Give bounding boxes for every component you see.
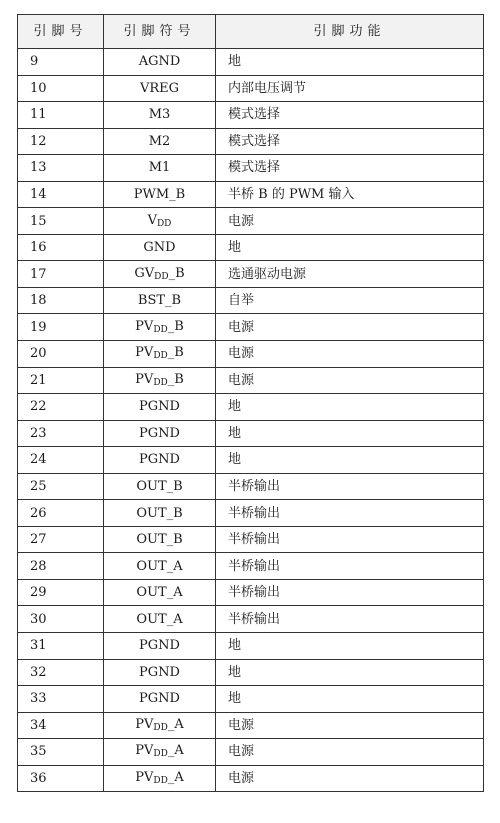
- pin-function-cell: 地: [216, 234, 484, 261]
- pin-number-cell: 19: [18, 314, 104, 341]
- table-row: [18, 500, 484, 527]
- pin-symbol-suffix: _A: [167, 716, 184, 732]
- pin-symbol-prefix: PV: [135, 371, 154, 387]
- pin-symbol-prefix: PV: [135, 318, 154, 334]
- pin-symbol-cell: OUT_A: [104, 606, 216, 633]
- pin-function-cell: 半桥输出: [216, 526, 484, 553]
- pin-function-cell: 电源: [216, 739, 484, 766]
- pin-function-cell: 半桥输出: [216, 553, 484, 580]
- pin-function-cell: 电源: [216, 712, 484, 739]
- pin-number-cell: 15: [18, 208, 104, 235]
- pin-symbol-suffix: _B: [167, 371, 184, 387]
- table-row: [18, 633, 484, 660]
- table-row: [18, 155, 484, 182]
- pin-symbol-cell: PGND: [104, 659, 216, 686]
- pin-function-cell: 模式选择: [216, 102, 484, 129]
- pin-function-cell: 半桥 B 的 PWM 输入: [216, 181, 484, 208]
- table-row: [18, 765, 484, 792]
- pin-number-cell: 10: [18, 75, 104, 102]
- pin-number-cell: 25: [18, 473, 104, 500]
- pin-symbol-cell: [104, 208, 216, 235]
- pin-function-cell: 电源: [216, 341, 484, 368]
- pin-symbol-cell: GND: [104, 234, 216, 261]
- pin-function-cell: 半桥输出: [216, 473, 484, 500]
- table-row: [18, 181, 484, 208]
- pin-number-cell: 9: [18, 49, 104, 76]
- pin-function-cell: 地: [216, 686, 484, 713]
- pin-function-cell: 模式选择: [216, 155, 484, 182]
- pin-number-cell: 20: [18, 341, 104, 368]
- pin-symbol-cell: OUT_A: [104, 579, 216, 606]
- pin-symbol-cell: M1: [104, 155, 216, 182]
- pin-symbol-subscript: DD: [154, 271, 169, 282]
- table-row: [18, 659, 484, 686]
- pin-symbol-cell: [104, 765, 216, 792]
- pin-symbol-cell: M2: [104, 128, 216, 155]
- pin-function-cell: 半桥输出: [216, 579, 484, 606]
- pin-number-cell: 12: [18, 128, 104, 155]
- table-row: [18, 128, 484, 155]
- table-row: [18, 234, 484, 261]
- pin-symbol-suffix: _B: [167, 345, 184, 361]
- pin-number-cell: 36: [18, 765, 104, 792]
- pin-function-cell: 半桥输出: [216, 606, 484, 633]
- pin-symbol-cell: [104, 367, 216, 394]
- table-row: [18, 341, 484, 368]
- pin-symbol-cell: [104, 314, 216, 341]
- pin-symbol-cell: PGND: [104, 686, 216, 713]
- pin-symbol-cell: PGND: [104, 447, 216, 474]
- pin-number-cell: 28: [18, 553, 104, 580]
- table-row: [18, 420, 484, 447]
- pin-symbol-suffix: _B: [168, 265, 185, 281]
- pin-symbol-subscript: DD: [156, 218, 172, 229]
- table-row: [18, 553, 484, 580]
- pin-symbol-subscript: DD: [153, 377, 168, 388]
- pin-number-cell: 21: [18, 367, 104, 394]
- pin-symbol-cell: PWM_B: [104, 181, 216, 208]
- table-row: [18, 49, 484, 76]
- pin-symbol-suffix: _B: [167, 318, 184, 334]
- pin-symbol-cell: PGND: [104, 420, 216, 447]
- pin-symbol-cell: OUT_B: [104, 526, 216, 553]
- pin-number-cell: 11: [18, 102, 104, 129]
- pin-symbol-cell: [104, 712, 216, 739]
- pin-number-cell: 35: [18, 739, 104, 766]
- pin-symbol-cell: PGND: [104, 633, 216, 660]
- table-row: [18, 367, 484, 394]
- pin-function-cell: 地: [216, 49, 484, 76]
- pin-symbol-cell: [104, 341, 216, 368]
- pin-number-cell: 30: [18, 606, 104, 633]
- pin-symbol-prefix: PV: [135, 743, 154, 759]
- pin-function-table: [17, 14, 484, 792]
- pin-function-cell: 地: [216, 447, 484, 474]
- pin-number-cell: 33: [18, 686, 104, 713]
- header-pin-number: 引脚号: [18, 15, 104, 49]
- header-pin-symbol: 引脚符号: [104, 15, 216, 49]
- table-row: [18, 579, 484, 606]
- pin-function-cell: 地: [216, 420, 484, 447]
- pin-symbol-cell: [104, 261, 216, 288]
- pin-symbol-cell: PGND: [104, 394, 216, 421]
- table-row: [18, 208, 484, 235]
- pin-number-cell: 31: [18, 633, 104, 660]
- table-row: [18, 394, 484, 421]
- pin-symbol-prefix: PV: [135, 716, 154, 732]
- table-row: [18, 606, 484, 633]
- pin-function-cell: 电源: [216, 208, 484, 235]
- pin-function-cell: 电源: [216, 314, 484, 341]
- pin-function-cell: 自举: [216, 287, 484, 314]
- pin-symbol-prefix: GV: [134, 265, 155, 281]
- pin-number-cell: 13: [18, 155, 104, 182]
- pin-number-cell: 26: [18, 500, 104, 527]
- table-row: [18, 102, 484, 129]
- pin-number-cell: 17: [18, 261, 104, 288]
- pin-symbol-cell: OUT_B: [104, 473, 216, 500]
- pin-number-cell: 23: [18, 420, 104, 447]
- pin-number-cell: 14: [18, 181, 104, 208]
- pin-symbol-subscript: DD: [153, 351, 168, 362]
- header-pin-function: 引脚功能: [216, 15, 484, 49]
- table-header-row: [18, 15, 484, 49]
- pin-number-cell: 18: [18, 287, 104, 314]
- pin-symbol-suffix: _A: [167, 770, 184, 786]
- pin-symbol-cell: AGND: [104, 49, 216, 76]
- table-row: [18, 473, 484, 500]
- pin-number-cell: 29: [18, 579, 104, 606]
- table-row: [18, 712, 484, 739]
- pin-symbol-suffix: _A: [167, 743, 184, 759]
- pin-function-cell: 选通驱动电源: [216, 261, 484, 288]
- pin-function-cell: 模式选择: [216, 128, 484, 155]
- pin-function-cell: 地: [216, 394, 484, 421]
- pin-number-cell: 32: [18, 659, 104, 686]
- pin-symbol-prefix: PV: [135, 770, 154, 786]
- table-row: [18, 526, 484, 553]
- table-row: [18, 686, 484, 713]
- table-row: [18, 739, 484, 766]
- pin-symbol-cell: [104, 739, 216, 766]
- pin-number-cell: 34: [18, 712, 104, 739]
- pin-symbol-subscript: DD: [153, 776, 168, 787]
- pin-symbol-cell: OUT_A: [104, 553, 216, 580]
- pin-symbol-subscript: DD: [153, 749, 168, 760]
- pin-function-cell: 地: [216, 633, 484, 660]
- pin-symbol-subscript: DD: [153, 324, 168, 335]
- pin-symbol-cell: BST_B: [104, 287, 216, 314]
- pin-symbol-cell: OUT_B: [104, 500, 216, 527]
- pin-symbol-prefix: PV: [135, 345, 154, 361]
- pin-function-cell: 地: [216, 659, 484, 686]
- pin-function-cell: 半桥输出: [216, 500, 484, 527]
- pin-number-cell: 24: [18, 447, 104, 474]
- table-body: [18, 49, 484, 792]
- table-row: [18, 447, 484, 474]
- table-row: [18, 261, 484, 288]
- pin-symbol-cell: M3: [104, 102, 216, 129]
- pin-symbol-subscript: DD: [153, 722, 168, 733]
- table-row: [18, 287, 484, 314]
- table-row: [18, 314, 484, 341]
- pin-function-cell: 内部电压调节: [216, 75, 484, 102]
- table-row: [18, 75, 484, 102]
- pin-function-cell: 电源: [216, 765, 484, 792]
- pin-number-cell: 27: [18, 526, 104, 553]
- pin-function-cell: 电源: [216, 367, 484, 394]
- pin-number-cell: 22: [18, 394, 104, 421]
- pin-number-cell: 16: [18, 234, 104, 261]
- pin-symbol-cell: VREG: [104, 75, 216, 102]
- pin-symbol-prefix: V: [147, 212, 157, 228]
